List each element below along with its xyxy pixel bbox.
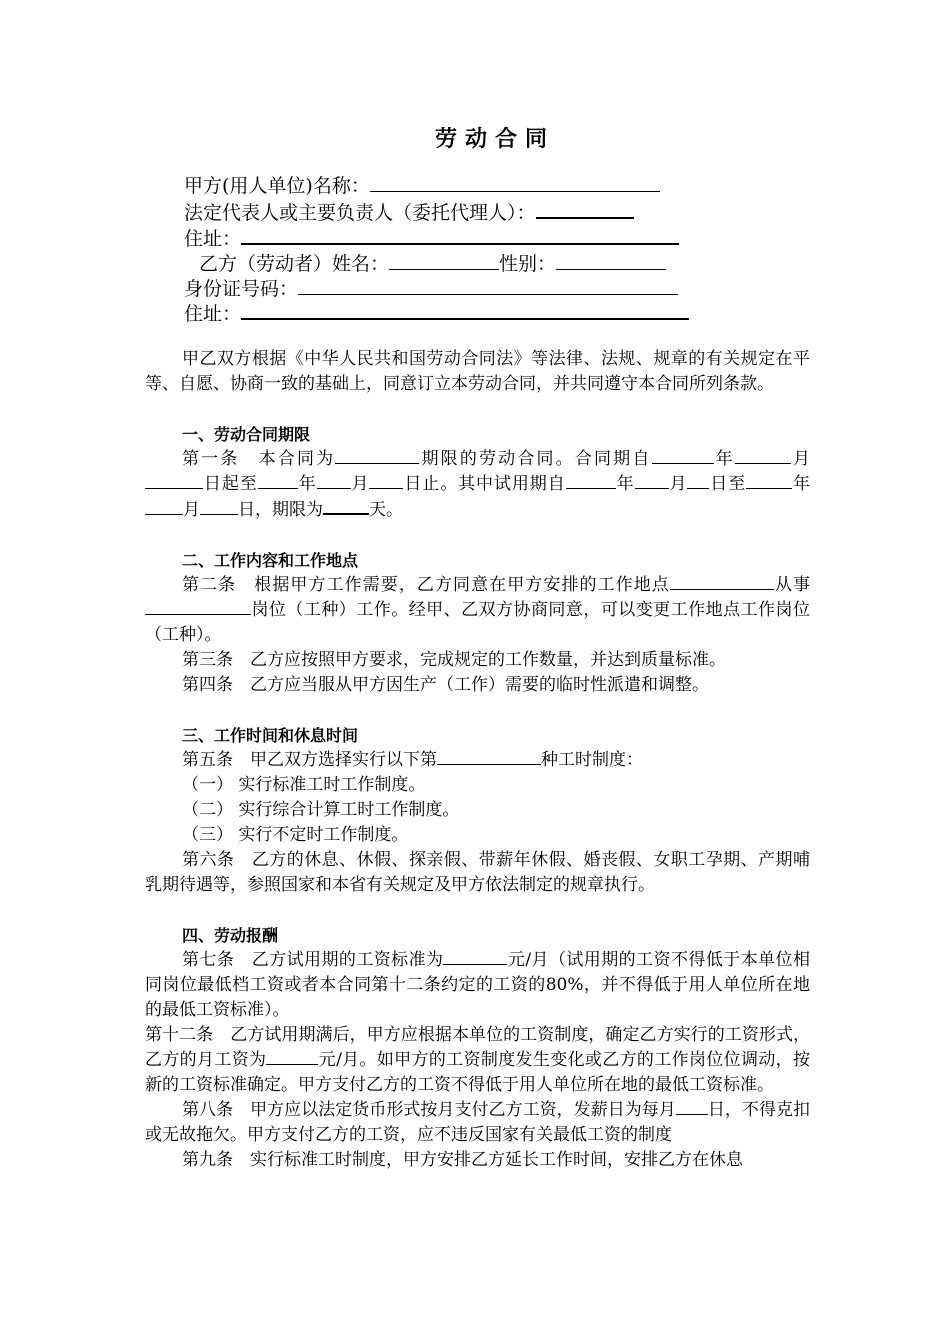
id-number-line: 身份证号码： bbox=[184, 276, 724, 302]
employee-gender-blank bbox=[556, 251, 666, 270]
id-number-blank bbox=[298, 276, 678, 295]
employer-name-blank bbox=[370, 173, 660, 192]
employee-name-line: 乙方（劳动者）姓名： 性别： bbox=[199, 251, 739, 277]
section-4-heading: 四、劳动报酬 bbox=[182, 926, 279, 945]
article-5: 第五条 甲乙双方选择实行以下第 种工时制度： bbox=[182, 750, 643, 770]
article-3: 第三条 乙方应按照甲方要求，完成规定的工作数量，并达到质量标准。 bbox=[182, 650, 726, 670]
article-8: 第八条 甲方应以法定货币形式按月支付乙方工资，发薪日为每月 日，不得克扣或无故拖欠。甲方支付乙方的工资，应不违反国家有关最低工资的制度 bbox=[145, 1100, 810, 1145]
article-6: 第六条 乙方的休息、休假、探亲假、带薪年休假、婚丧假、女职工孕期、产期哺乳期待遇等，参照国家和本省有关规定及甲方依法制定的规章执行。 bbox=[145, 850, 810, 895]
work-hours-option-1: （一） 实行标准工时工作制度。 bbox=[182, 775, 426, 795]
work-hours-option-3: （三） 实行不定时工作制度。 bbox=[182, 825, 409, 845]
legal-rep-line: 法定代表人或主要负责人（委托代理人）： bbox=[184, 199, 724, 226]
legal-rep-blank bbox=[536, 199, 634, 219]
employer-name-line: 甲方(用人单位)名称： bbox=[184, 173, 724, 199]
article-9: 第九条 实行标准工时制度，甲方安排乙方延长工作时间，安排乙方在休息 bbox=[182, 1150, 743, 1170]
employer-address-line: 住址： bbox=[184, 225, 724, 252]
employee-address-line: 住址： bbox=[184, 300, 724, 327]
employee-name-blank bbox=[389, 251, 499, 270]
article-7: 第七条 乙方试用期的工资标准为 元/月（试用期的工资不得低于本单位相同岗位最低档工资或者本合同第十二条约定的工资的80%，并不得低于用人单位所在地的最低工资标准）。 bbox=[145, 950, 810, 1020]
article-4: 第四条 乙方应当服从甲方因生产（工作）需要的临时性派遣和调整。 bbox=[182, 675, 709, 695]
article-1: 第一条 本合同为 期限的劳动合同。合同期自 年 月日起至 年 月 日止。其中试用期自 年 月 日至 年月 日，期限为 天。 bbox=[145, 447, 810, 523]
contract-body bbox=[145, 347, 810, 1173]
document-title: 劳动合同 bbox=[434, 127, 555, 152]
employee-address-blank bbox=[241, 300, 689, 320]
section-1-heading: 一、劳动合同期限 bbox=[182, 425, 311, 444]
article-2: 第二条 根据甲方工作需要，乙方同意在甲方安排的工作地点 从事岗位（工种）工作。经甲、乙双方协商同意，可以变更工作地点工作岗位（工种）。 bbox=[145, 575, 811, 645]
employer-address-blank bbox=[241, 225, 679, 245]
article-12: 第十二条 乙方试用期满后，甲方应根据本单位的工资制度，确定乙方实行的工资形式，乙方的月工资为 元/月。如甲方的工资制度发生变化或乙方的工作岗位位调动，按新的工资标准确定。甲方支付乙方的工资不得低于用人单位所在地的最低工资标准。 bbox=[145, 1025, 810, 1095]
section-3-heading: 三、工作时间和休息时间 bbox=[182, 726, 359, 745]
section-2-heading: 二、工作内容和工作地点 bbox=[182, 551, 359, 570]
intro-paragraph: 甲乙双方根据《中华人民共和国劳动合同法》等法律、法规、规章的有关规定在平等、自愿、协商一致的基础上，同意订立本劳动合同，并共同遵守本合同所列条款。 bbox=[145, 349, 810, 394]
work-hours-option-2: （二） 实行综合计算工时工作制度。 bbox=[182, 800, 460, 820]
